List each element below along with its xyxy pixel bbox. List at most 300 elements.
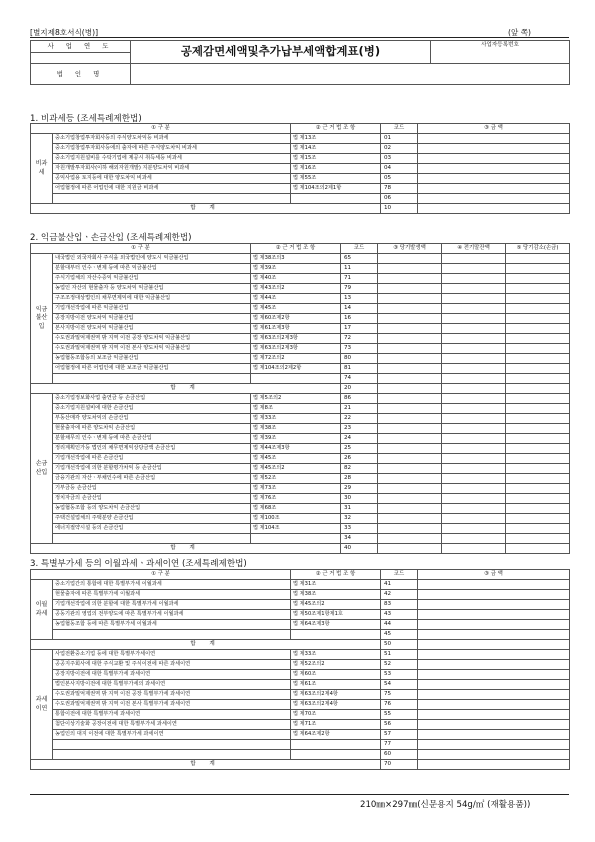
col-header-law: ② 근 거 법 조 항 [291,570,381,580]
amount-field[interactable] [378,264,442,274]
amount-field[interactable] [442,434,506,444]
row-code: 34 [341,534,378,544]
amount-field[interactable] [418,660,570,670]
table-row [31,600,570,610]
amount-field[interactable] [506,364,570,374]
item-label [53,630,291,640]
sum-label: 합 계 [31,640,381,650]
amount-field[interactable] [378,434,442,444]
table-row [31,174,570,184]
item-label: 법인본사지방이전에 대한 특별부가세의 과세이연 [53,680,291,690]
amount-field[interactable] [378,284,442,294]
amount-field[interactable] [506,444,570,454]
row-code: 44 [381,620,418,630]
amount-field[interactable] [418,650,570,660]
sum-label: 합 계 [31,384,341,394]
table-row [31,394,570,404]
item-label [53,534,251,544]
amount-field[interactable] [506,314,570,324]
row-code: 43 [381,610,418,620]
amount-field[interactable] [378,294,442,304]
row-code: 30 [341,494,378,504]
row-code: 81 [341,364,378,374]
row-code: 75 [381,690,418,700]
law-reference: 법 제45조 [251,304,341,314]
sum-amount-field[interactable] [442,384,506,394]
law-reference: 법 제43조의2 [251,284,341,294]
law-reference: 법 제39조 [251,264,341,274]
document-title: 공제감면세액및추가납부세액합계표(병) [131,41,431,64]
sum-label: 합 계 [31,204,381,214]
table-row [31,254,570,264]
item-label: 공장지방이전 양도차익 익금불산입 [53,314,251,324]
corp-name-field[interactable] [131,64,570,85]
col-header-law: ② 근 거 법 조 항 [251,244,341,254]
table-row [31,374,570,384]
row-code: 06 [381,194,418,204]
law-reference: 법 제60조제2항 [251,314,341,324]
law-reference: 법 제63조의2제4항 [291,700,381,710]
amount-field[interactable] [506,394,570,404]
amount-field[interactable] [418,194,570,204]
table-row [31,444,570,454]
table-row [31,720,570,730]
amount-field[interactable] [506,404,570,414]
table-row [31,464,570,474]
row-code: 57 [381,730,418,740]
law-reference: 법 제52조 [251,474,341,484]
amount-field[interactable] [378,524,442,534]
col-header-code: 코드 [381,570,418,580]
amount-field[interactable] [378,424,442,434]
category-label: 이월과세 [31,580,53,640]
table-row [31,414,570,424]
amount-field[interactable] [418,164,570,174]
table-row [31,494,570,504]
amount-field[interactable] [442,504,506,514]
item-label: 농업인의 대지 이전에 대한 특별부가세 과세이연 [53,730,291,740]
page-side-label: (앞 쪽) [508,28,532,37]
item-label [53,750,291,760]
table-row [31,284,570,294]
item-label: 내국법인 외국자회사 주식을 외국법인에 양도시 익금불산입 [53,254,251,264]
item-label: 정리계획인가등 법인의 채무면제익상당금액 손금산입 [53,444,251,454]
table-row [31,154,570,164]
law-reference: 법 제64조제2항 [291,730,381,740]
row-code: 72 [341,334,378,344]
amount-field[interactable] [442,264,506,274]
table-row [31,730,570,740]
amount-field[interactable] [506,484,570,494]
amount-field[interactable] [378,274,442,284]
law-reference: 법 제70조 [291,710,381,720]
amount-field[interactable] [442,494,506,504]
amount-field[interactable] [506,374,570,384]
item-label: 기업개선작업에 의한 분할에 대한 특별부가세 이월과세 [53,600,291,610]
category-label: 과세이연 [31,650,53,760]
table-row [31,610,570,620]
item-label: 어업협정에 따른 어업인에 대한 보조금 익금불산입 [53,364,251,374]
col-header-prior-balance: ④ 전기말잔액 [442,244,506,254]
amount-field[interactable] [378,254,442,264]
row-code: 16 [341,314,378,324]
law-reference: 법 제52조의2 [291,660,381,670]
row-code: 33 [341,524,378,534]
section-1-title: 1. 비과세등 (조세특례제한법) [30,114,142,124]
amount-field[interactable] [378,494,442,504]
amount-field[interactable] [506,324,570,334]
item-label: 주택건설업체의 주택분양 손금산입 [53,514,251,524]
law-reference: 법 제76조 [251,494,341,504]
sum-amount-field[interactable] [378,544,442,554]
law-reference: 법 제63조의2제3항 [251,344,341,354]
amount-field[interactable] [506,344,570,354]
amount-field[interactable] [442,424,506,434]
table-row [31,424,570,434]
business-year-label: 사 업 연 도 [31,41,131,53]
registration-number-field[interactable]: 사업자등록번호 [431,41,570,64]
amount-field[interactable] [378,464,442,474]
table-row [31,544,570,554]
item-label: 기업개선작업에 의한 분할평가차익 등 손금산입 [53,464,251,474]
row-code: 86 [341,394,378,404]
row-code: 22 [341,414,378,424]
table-row [31,524,570,534]
amount-field[interactable] [378,374,442,384]
amount-field[interactable] [418,690,570,700]
amount-field[interactable] [378,314,442,324]
amount-field[interactable] [442,274,506,284]
table-row [31,184,570,194]
item-label: 농업인 자산의 현물출자 등 양도차익 익금불산입 [53,284,251,294]
amount-field[interactable] [506,284,570,294]
amount-field[interactable] [442,394,506,404]
item-label: 어업협정에 따른 어업인에 대한 지원금 비과세 [53,184,291,194]
amount-field[interactable] [442,254,506,264]
amount-field[interactable] [378,414,442,424]
law-reference [251,374,341,384]
row-code: 52 [381,660,418,670]
amount-field[interactable] [378,474,442,484]
amount-field[interactable] [506,524,570,534]
sum-amount-field[interactable] [378,384,442,394]
amount-field[interactable] [442,344,506,354]
col-header-amount: ③ 금 액 [418,124,570,134]
amount-field[interactable] [442,464,506,474]
amount-field[interactable] [418,670,570,680]
amount-field[interactable] [506,454,570,464]
category-label: 익금불산입 [31,254,53,384]
col-header-current-decrease: ⑤ 당기감소(손금) [506,244,570,254]
amount-field[interactable] [378,354,442,364]
sum-amount-field[interactable] [418,640,570,650]
amount-field[interactable] [378,504,442,514]
amount-field[interactable] [418,730,570,740]
col-header-item: ① 구 분 [31,570,291,580]
sum-amount-field[interactable] [418,760,570,770]
law-reference [291,194,381,204]
amount-field[interactable] [442,444,506,454]
table-row [31,364,570,374]
table-row [31,204,570,214]
amount-field[interactable] [418,154,570,164]
row-code: 79 [341,284,378,294]
table-row [31,750,570,760]
item-label: 공공지주회사에 대한 주식교환 및 주식이전에 따른 과세이연 [53,660,291,670]
law-reference: 법 제38조 [251,424,341,434]
table-row [31,660,570,670]
amount-field[interactable] [506,274,570,284]
amount-field[interactable] [418,680,570,690]
amount-field[interactable] [418,620,570,630]
amount-field[interactable] [506,434,570,444]
paper-spec-note: 210㎜×297㎜(신문용지 54g/㎡ (재활용품)) [360,800,531,810]
table-row [31,580,570,590]
law-reference [291,750,381,760]
row-code: 13 [341,294,378,304]
sum-code: 10 [381,204,418,214]
amount-field[interactable] [442,524,506,534]
sum-amount-field[interactable] [506,384,570,394]
col-header-item: ① 구 분 [31,124,291,134]
row-code: 76 [381,700,418,710]
law-reference [251,534,341,544]
item-label: 농업협동조합 등의 양도차익 손금산입 [53,504,251,514]
amount-field[interactable] [506,354,570,364]
item-label: 주식기업체의 자산수증익 익금불산입 [53,274,251,284]
law-reference: 법 제45조의2 [251,464,341,474]
amount-field[interactable] [378,394,442,404]
amount-field[interactable] [442,324,506,334]
col-header-item: ① 구 분 [31,244,251,254]
sum-code: 70 [381,760,418,770]
amount-field[interactable] [506,334,570,344]
law-reference: 법 제45조의2 [291,600,381,610]
section-3-table [30,569,570,770]
amount-field[interactable] [418,590,570,600]
law-reference: 법 제61조제3항 [251,324,341,334]
amount-field[interactable] [418,580,570,590]
amount-field[interactable] [378,334,442,344]
amount-field[interactable] [442,474,506,484]
law-reference: 법 제33조 [251,414,341,424]
amount-field[interactable] [378,444,442,454]
row-code: 11 [341,264,378,274]
amount-field[interactable] [378,344,442,354]
sum-amount-field[interactable] [418,204,570,214]
table-row [31,264,570,274]
amount-field[interactable] [378,454,442,464]
amount-field[interactable] [378,514,442,524]
table-row [31,700,570,710]
law-reference: 법 제104조 [251,524,341,534]
row-code: 23 [341,424,378,434]
amount-field[interactable] [442,414,506,424]
amount-field[interactable] [442,354,506,364]
amount-field[interactable] [418,610,570,620]
amount-field[interactable] [418,144,570,154]
amount-field[interactable] [418,134,570,144]
amount-field[interactable] [506,514,570,524]
law-reference: 법 제15조 [291,154,381,164]
law-reference: 법 제16조 [291,164,381,174]
law-reference: 법 제63조의2제3항 [251,334,341,344]
table-row [31,334,570,344]
form-header [30,40,570,85]
table-row [31,344,570,354]
amount-field[interactable] [506,474,570,484]
item-label: 분할대부터 인수ㆍ변제 등에 따른 익금불산입 [53,264,251,274]
row-code: 32 [341,514,378,524]
amount-field[interactable] [506,294,570,304]
form-number-label: [별지제8호서식(병)] [30,28,99,37]
row-code: 01 [381,134,418,144]
amount-field[interactable] [506,494,570,504]
amount-field[interactable] [506,414,570,424]
corp-name-label: 법 인 명 [31,64,131,85]
law-reference: 법 제60조 [291,670,381,680]
row-code: 04 [381,164,418,174]
amount-field[interactable] [506,264,570,274]
section-3-title: 3. 특별부가세 등의 이월과세ㆍ과세이연 (조세특례제한법) [30,559,247,569]
amount-field[interactable] [418,600,570,610]
law-reference: 법 제5조의2 [251,394,341,404]
amount-field[interactable] [442,304,506,314]
amount-field[interactable] [442,374,506,384]
item-label: 중소기업창업투자회사등의 주식양도차익등 비과세 [53,134,291,144]
amount-field[interactable] [442,454,506,464]
amount-field[interactable] [442,334,506,344]
category-label: 손금산입 [31,394,53,544]
table-row [31,324,570,334]
bottom-rule [30,794,569,795]
table-row [31,354,570,364]
law-reference: 법 제8조 [251,404,341,414]
amount-field[interactable] [442,534,506,544]
amount-field[interactable] [506,254,570,264]
amount-field[interactable] [418,700,570,710]
amount-field[interactable] [442,314,506,324]
item-label: 수도권과밀억제권역 밖 지역 이전 본사 양도차익 익금불산입 [53,344,251,354]
amount-field[interactable] [378,304,442,314]
row-code: 45 [381,630,418,640]
row-code: 03 [381,154,418,164]
item-label: 농업협동조합등의 보조금 익금불산입 [53,354,251,364]
law-reference: 법 제45조 [251,454,341,464]
item-label: 중소기업지원설비에 대한 손금산입 [53,404,251,414]
item-label: 분할채무의 인수ㆍ변제 등에 따른 손금산입 [53,434,251,444]
row-code: 14 [341,304,378,314]
business-year-field[interactable] [31,52,131,64]
row-code: 60 [381,750,418,760]
table-row [31,404,570,414]
table-row [31,690,570,700]
amount-field[interactable] [506,424,570,434]
row-code: 73 [341,344,378,354]
amount-field[interactable] [442,284,506,294]
table-row [31,294,570,304]
row-code: 31 [341,504,378,514]
amount-field[interactable] [418,710,570,720]
table-row [31,164,570,174]
item-label [53,374,251,384]
row-code: 21 [341,404,378,414]
row-code: 05 [381,174,418,184]
amount-field[interactable] [442,294,506,304]
item-label: 공동기관의 영업의 전부양도에 따른 특별부가세 이월과세 [53,610,291,620]
amount-field[interactable] [418,174,570,184]
amount-field[interactable] [506,464,570,474]
item-label: 사업전환중소기업 등에 대한 특별부가세이연 [53,650,291,660]
row-code: 65 [341,254,378,264]
item-label: 수도권과밀억제권역 밖 지역 이전 공장 양도차익 익금불산입 [53,334,251,344]
section-2-title: 2. 익금불산입ㆍ손금산입 (조세특례제한법) [30,233,192,243]
amount-field[interactable] [442,364,506,374]
amount-field[interactable] [506,304,570,314]
table-row [31,710,570,720]
item-label: 부동산매각 양도차익의 손금산입 [53,414,251,424]
law-reference: 법 제38조 [291,590,381,600]
law-reference: 법 제44조제3항 [251,444,341,454]
law-reference: 법 제33조 [291,650,381,660]
sum-amount-field[interactable] [442,544,506,554]
law-reference: 법 제61조 [291,680,381,690]
amount-field[interactable] [378,534,442,544]
law-reference: 법 제63조의2제4항 [291,690,381,700]
amount-field[interactable] [418,184,570,194]
section-2-table [30,243,570,554]
amount-field[interactable] [418,630,570,640]
item-label [53,194,291,204]
table-row [31,534,570,544]
item-label [53,740,291,750]
sum-label: 합 계 [31,760,381,770]
row-code: 24 [341,434,378,444]
col-header-amount: ③ 금 액 [418,570,570,580]
row-code: 82 [341,464,378,474]
law-reference: 법 제13조 [291,134,381,144]
law-reference: 법 제14조 [291,144,381,154]
row-code: 80 [341,354,378,364]
amount-field[interactable] [418,740,570,750]
row-code: 71 [341,274,378,284]
table-row [31,680,570,690]
amount-field[interactable] [442,484,506,494]
item-label: 공장지방이전에 대한 특별부가세 과세이연 [53,670,291,680]
item-label: 통합이전에 대한 특별부가세 과세이연 [53,710,291,720]
amount-field[interactable] [506,534,570,544]
amount-field[interactable] [378,404,442,414]
amount-field[interactable] [378,324,442,334]
amount-field[interactable] [442,514,506,524]
amount-field[interactable] [378,484,442,494]
law-reference: 법 제100조 [251,514,341,524]
sum-amount-field[interactable] [506,544,570,554]
amount-field[interactable] [418,750,570,760]
amount-field[interactable] [378,364,442,374]
amount-field[interactable] [506,504,570,514]
item-label: 에너지절약시설 등의 손금산입 [53,524,251,534]
item-label: 기부금등 손금산입 [53,484,251,494]
table-row [31,454,570,464]
amount-field[interactable] [442,404,506,414]
law-reference: 법 제31조 [291,580,381,590]
amount-field[interactable] [418,720,570,730]
row-code: 54 [381,680,418,690]
item-label: 현물출자에 따른 양도차익 손금산입 [53,424,251,434]
table-row [31,640,570,650]
law-reference [291,630,381,640]
